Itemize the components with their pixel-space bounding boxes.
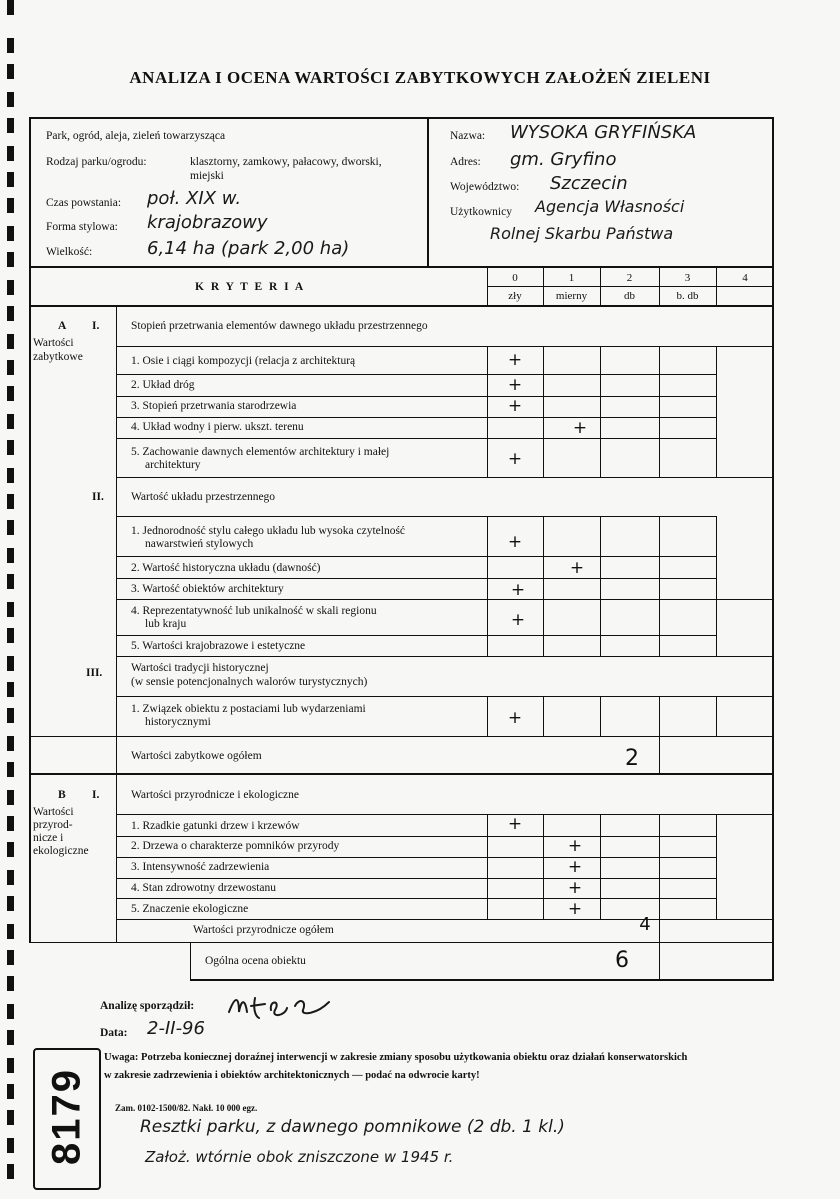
a2-row-3: 3. Wartość obiektów architektury <box>131 583 284 595</box>
criteria-label: K R Y T E R I A <box>195 281 306 293</box>
date-value: 2-II-96 <box>147 1018 205 1039</box>
style-label: Forma stylowa: <box>46 221 118 233</box>
overall-label: Ogólna ocena obiektu <box>205 955 306 967</box>
time-label: Czas powstania: <box>46 197 122 209</box>
section-b-name: Wartości <box>33 806 74 818</box>
a2-row-1: 1. Jednorodność stylu całego układu lub wysoka czytelność <box>131 525 406 537</box>
col-1-name: mierny <box>555 290 588 302</box>
col-1-number: 1 <box>568 272 575 284</box>
name-value: WYSOKA GRYFIŃSKA <box>510 122 697 143</box>
col-0-name: zły <box>508 290 522 302</box>
a2-row-1b: nawarstwień stylowych <box>145 538 254 550</box>
style-value: krajobrazowy <box>147 212 268 233</box>
date-label: Data: <box>100 1027 128 1039</box>
analysis-label: Analizę sporządził: <box>100 1000 195 1012</box>
a2-row-2: 2. Wartość historyczna układu (dawność) <box>131 562 321 574</box>
users-value: Agencja Własności <box>535 197 685 216</box>
b1-row-3: 3. Intensywność zadrzewienia <box>131 861 270 873</box>
mark-a1-2: + <box>507 375 523 395</box>
section-a-ii: II. <box>92 491 104 503</box>
park-type-line: Park, ogród, aleja, zieleń towarzysząca <box>46 130 226 142</box>
a1-row-2: 2. Układ dróg <box>131 379 195 391</box>
voivodeship-label: Województwo: <box>450 181 520 193</box>
remark-line-1: Resztki parku, z dawnego pomnikowe (2 db. 1 kl.) <box>140 1117 565 1137</box>
col-2-number: 2 <box>626 272 633 284</box>
archive-stamp <box>33 1048 101 1190</box>
section-b-name-3: nicze i <box>33 832 64 844</box>
a1-heading: Stopień przetrwania elementów dawnego układu przestrzennego <box>131 320 428 332</box>
mark-a2-2: + <box>569 558 585 578</box>
document-title: ANALIZA I OCENA WARTOŚCI ZABYTKOWYCH ZAŁOŻEŃ ZIELENI <box>129 68 711 87</box>
mark-a2-4: + <box>510 610 526 630</box>
mark-b1-5: + <box>567 899 583 919</box>
section-a-iii: III. <box>86 667 103 679</box>
time-value: poł. XIX w. <box>147 188 242 209</box>
a1-row-1: 1. Osie i ciągi kompozycji (relacja z architekturą <box>131 355 356 367</box>
col-3-number: 3 <box>684 272 691 284</box>
a2-heading: Wartość układu przestrzennego <box>131 491 276 503</box>
b-total-label: Wartości przyrodnicze ogółem <box>193 924 334 936</box>
address-value: gm. Gryfino <box>510 149 617 170</box>
mark-a2-1: + <box>507 532 523 552</box>
a1-row-5: 5. Zachowanie dawnych elementów architektury i małej <box>131 446 390 458</box>
section-a-i: I. <box>92 320 100 332</box>
mark-a1-1: + <box>507 350 523 370</box>
print-info: Zam. 0102-1500/82. Nakł. 10 000 egz. <box>115 1103 258 1113</box>
users-value-2: Rolnej Skarbu Państwa <box>490 224 674 243</box>
a3-heading: Wartości tradycji historycznej <box>131 662 269 674</box>
a2-row-4: 4. Reprezentatywność lub unikalność w skali regionu <box>131 605 377 617</box>
stamp-number: 8179 <box>44 1068 89 1165</box>
remark-line-2: Założ. wtórnie obok zniszczone w 1945 r. <box>145 1148 454 1166</box>
note-line-2: w zakresie zadrzewienia i obiektów architektonicznych — podać na odwrocie karty! <box>104 1070 480 1081</box>
voivodeship-value: Szczecin <box>550 173 628 194</box>
mark-b1-2: + <box>567 836 583 856</box>
mark-a1-4: + <box>572 418 588 438</box>
a1-row-5b: architektury <box>145 459 201 471</box>
note-line-1: Uwaga: Potrzeba koniecznej doraźnej interwencji w zakresie zmiany sposobu użytkowania obiektu oraz działań konserwatorskich <box>104 1052 688 1063</box>
kind-label: Rodzaj parku/ogrodu: <box>46 156 147 168</box>
section-b-name-4: ekologiczne <box>33 845 89 857</box>
a2-row-4b: lub kraju <box>145 618 187 630</box>
mark-b1-3: + <box>567 857 583 877</box>
b1-row-4: 4. Stan zdrowotny drzewostanu <box>131 882 276 894</box>
section-a-name-2: zabytkowe <box>33 351 83 363</box>
size-label: Wielkość: <box>46 246 93 258</box>
a3-heading-b: (w sensie potencjonalnych walorów turystycznych) <box>131 676 368 688</box>
b1-row-2: 2. Drzewa o charakterze pomników przyrody <box>131 840 340 852</box>
section-a-letter: A <box>58 320 67 332</box>
users-label: Użytkownicy <box>450 206 512 218</box>
signature-image <box>225 990 335 1024</box>
a1-row-4: 4. Układ wodny i pierw. ukszt. terenu <box>131 421 304 433</box>
mark-a3-1: + <box>507 708 523 728</box>
mark-a1-3: + <box>507 396 523 416</box>
score-b-total: 4 <box>639 914 651 935</box>
b1-heading: Wartości przyrodnicze i ekologiczne <box>131 789 299 801</box>
score-a-total: 2 <box>625 746 639 771</box>
b1-row-1: 1. Rzadkie gatunki drzew i krzewów <box>131 820 300 832</box>
a3-row-1b: historycznymi <box>145 716 211 728</box>
address-label: Adres: <box>450 156 481 168</box>
mark-a1-5: + <box>507 449 523 469</box>
mark-a2-3: + <box>510 580 526 600</box>
section-b-i: I. <box>92 789 100 801</box>
section-b-letter: B <box>58 789 66 801</box>
name-label: Nazwa: <box>450 130 486 142</box>
col-4-number: 4 <box>742 272 748 284</box>
size-value: 6,14 ha (park 2,00 ha) <box>147 238 350 259</box>
a2-row-5: 5. Wartości krajobrazowe i estetyczne <box>131 640 306 652</box>
section-a-name: Wartości <box>33 337 74 349</box>
kind-options-2: miejski <box>190 170 224 182</box>
mark-b1-4: + <box>567 878 583 898</box>
b1-row-5: 5. Znaczenie ekologiczne <box>131 903 249 915</box>
mark-b1-1: + <box>507 814 523 834</box>
a1-row-3: 3. Stopień przetrwania starodrzewia <box>131 400 297 412</box>
col-3-name: b. db <box>676 290 699 302</box>
col-0-number: 0 <box>512 272 518 284</box>
kind-options: klasztorny, zamkowy, pałacowy, dworski, <box>190 156 382 168</box>
a3-row-1: 1. Związek obiektu z postaciami lub wydarzeniami <box>131 703 366 715</box>
section-b-name-2: przyrod- <box>33 819 73 831</box>
a-total-label: Wartości zabytkowe ogółem <box>131 750 262 762</box>
score-overall: 6 <box>615 948 629 973</box>
col-2-name: db <box>624 290 635 302</box>
